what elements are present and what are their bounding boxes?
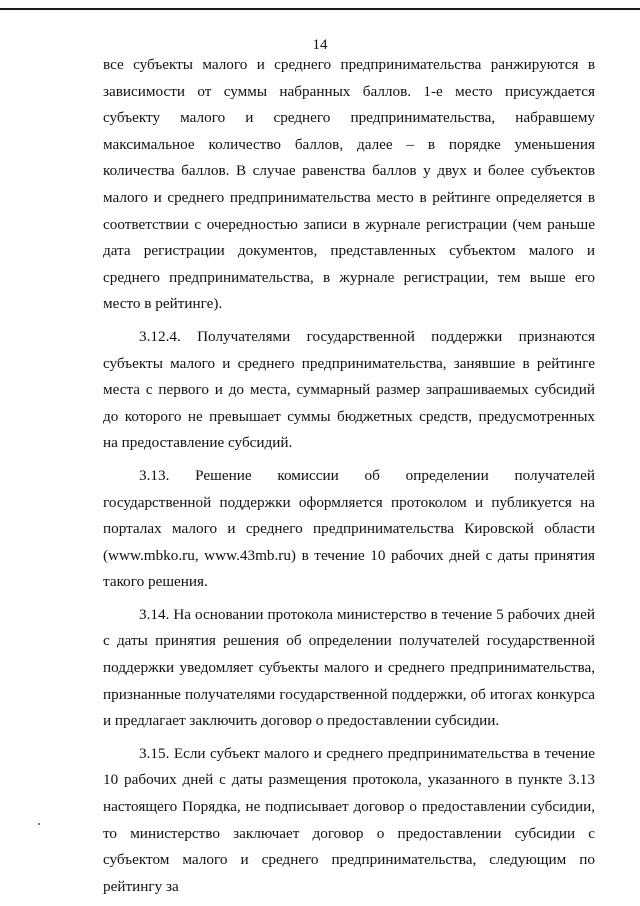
paragraph-3-15: 3.15. Если субъект малого и среднего предпринимательства в течение 10 рабочих дней с даты размещения протокола, указанного в пункте 3.13 настоящего Порядка, не подписывает договор о предоставлении субсидии, то министерство заключает договор о предоставлении субсидии с субъектом малого и среднего предпринимательства, следующим по рейтингу за bbox=[103, 744, 595, 895]
scan-top-edge-line bbox=[0, 8, 640, 10]
paragraph-continuation: все субъекты малого и среднего предпринимательства ранжируются в зависимости от суммы набранных баллов. 1-е место присуждается субъекту малого и среднего предпринимательства, набравшему максимальное количество баллов, далее – в порядке уменьшения количества баллов. В случае равенства баллов у двух и более субъектов малого и среднего предпринимательства место в рейтинге определяется в соответствии с очередностью записи в журнале регистрации (чем раньше дата регистрации документов, представленных субъектом малого и среднего предпринимательства, в журнале регистрации, тем выше его место в рейтинге). bbox=[103, 56, 595, 313]
paragraph-3-12-4: 3.12.4. Получателями государственной поддержки признаются субъекты малого и среднего предпринимательства, занявшие в рейтинге места с первого и до места, суммарный размер запрашиваемых субсидий до которого не превышает суммы бюджетных средств, предусмотренных на предоставление субсидий. bbox=[103, 327, 595, 452]
document-body bbox=[103, 52, 595, 906]
scan-speck bbox=[38, 823, 40, 825]
paragraph-3-13: 3.13. Решение комиссии об определении получателей государственной поддержки оформляется протоколом и публикуется на порталах малого и среднего предпринимательства Кировской области (www.mbko.ru, www.43mb.ru) в течение 10 рабочих дней с даты принятия такого решения. bbox=[103, 466, 595, 591]
page-number: 14 bbox=[312, 37, 328, 53]
paragraph-3-14: 3.14. На основании протокола министерство в течение 5 рабочих дней с даты принятия решения об определении получателей государственной поддержки уведомляет субъекты малого и среднего предпринимательства, признанные получателями государственной поддержки, об итогах конкурса и предлагает заключить договор о предоставлении субсидии. bbox=[103, 605, 595, 730]
